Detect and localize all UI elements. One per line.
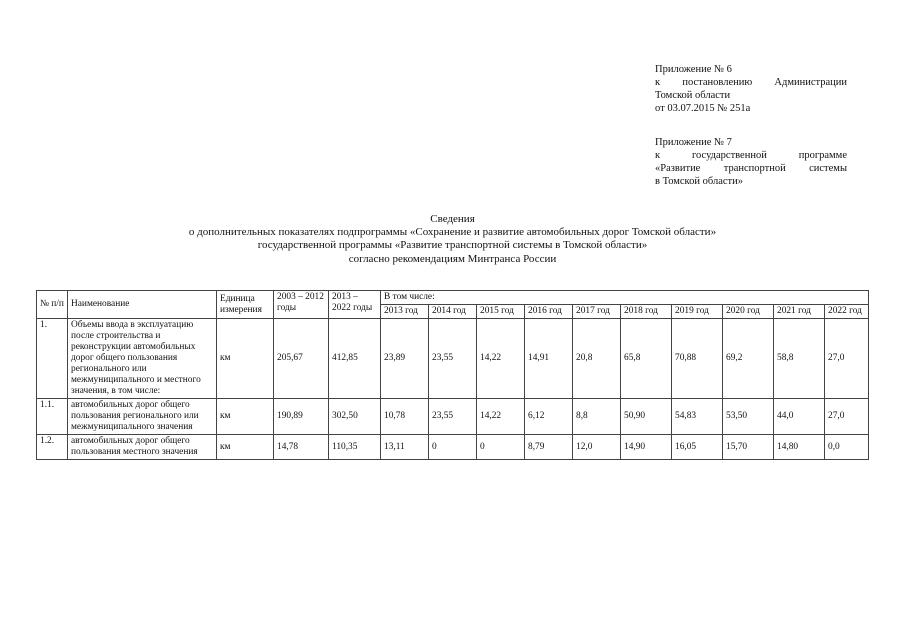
appendix-6-title: Приложение № 6: [655, 64, 732, 75]
row-year-value: 0: [477, 435, 525, 460]
row-num: 1.: [37, 319, 68, 399]
header-year: 2019 год: [672, 305, 723, 319]
appendix-6-line2: к постановлению Администрации: [655, 77, 847, 88]
appendix-6-block: [655, 63, 847, 115]
row-num: 1.2.: [37, 435, 68, 460]
indicators-table: [36, 290, 869, 460]
title-line-1: Сведения: [430, 213, 475, 225]
header-year: 2018 год: [621, 305, 672, 319]
header-year: 2015 год: [477, 305, 525, 319]
document-title: [100, 213, 805, 266]
row-year-value: 0,0: [825, 435, 869, 460]
table-header-row: [37, 291, 869, 305]
row-year-value: 13,11: [381, 435, 429, 460]
header-period-2: 2013 – 2022 годы: [329, 291, 381, 319]
row-period-2: 110,35: [329, 435, 381, 460]
header-including: В том числе:: [381, 291, 869, 305]
row-period-2: 302,50: [329, 399, 381, 435]
row-year-value: 15,70: [723, 435, 774, 460]
header-year: 2020 год: [723, 305, 774, 319]
row-year-value: 14,90: [621, 435, 672, 460]
row-year-value: 6,12: [525, 399, 573, 435]
row-period-1: 14,78: [274, 435, 329, 460]
row-name: Объемы ввода в эксплуатацию после строительства и реконструкции автомобильных дорог общего пользования регионального или межмуниципального и местного значения, в том числе:: [68, 319, 217, 399]
appendix-6-line3: Томской области: [655, 90, 731, 101]
row-year-value: 23,55: [429, 319, 477, 399]
header-year: 2022 год: [825, 305, 869, 319]
table-row: [37, 399, 869, 435]
header-unit: Единица измерения: [217, 291, 274, 319]
header-year: 2021 год: [774, 305, 825, 319]
row-unit: км: [217, 319, 274, 399]
appendix-7-line3: «Развитие транспортной системы: [655, 163, 847, 174]
row-year-value: 27,0: [825, 319, 869, 399]
title-line-4: согласно рекомендациям Минтранса России: [348, 252, 557, 265]
row-year-value: 54,83: [672, 399, 723, 435]
row-year-value: 14,22: [477, 399, 525, 435]
row-year-value: 44,0: [774, 399, 825, 435]
row-year-value: 53,50: [723, 399, 774, 435]
row-year-value: 8,79: [525, 435, 573, 460]
row-year-value: 50,90: [621, 399, 672, 435]
header-name: Наименование: [68, 291, 217, 319]
row-year-value: 14,80: [774, 435, 825, 460]
header-year: 2017 год: [573, 305, 621, 319]
row-year-value: 14,22: [477, 319, 525, 399]
row-year-value: 23,89: [381, 319, 429, 399]
appendix-7-line4: в Томской области»: [655, 176, 743, 187]
row-year-value: 69,2: [723, 319, 774, 399]
header-year: 2016 год: [525, 305, 573, 319]
table-row: [37, 435, 869, 460]
row-year-value: 10,78: [381, 399, 429, 435]
row-year-value: 58,8: [774, 319, 825, 399]
row-unit: км: [217, 435, 274, 460]
row-year-value: 12,0: [573, 435, 621, 460]
row-year-value: 23,55: [429, 399, 477, 435]
title-line-3: государственной программы «Развитие транспортной системы в Томской области»: [257, 239, 648, 252]
row-year-value: 14,91: [525, 319, 573, 399]
row-year-value: 27,0: [825, 399, 869, 435]
row-period-2: 412,85: [329, 319, 381, 399]
header-year: 2014 год: [429, 305, 477, 319]
row-unit: км: [217, 399, 274, 435]
row-name: автомобильных дорог общего пользования местного значения: [68, 435, 217, 460]
header-year: 2013 год: [381, 305, 429, 319]
row-period-1: 190,89: [274, 399, 329, 435]
title-line-2: о дополнительных показателях подпрограммы «Сохранение и развитие автомобильных дорог Томской области»: [188, 226, 717, 239]
table-row: [37, 319, 869, 399]
row-year-value: 8,8: [573, 399, 621, 435]
appendix-6-date: от 03.07.2015 № 251а: [655, 103, 751, 114]
row-year-value: 65,8: [621, 319, 672, 399]
row-period-1: 205,67: [274, 319, 329, 399]
header-num: № п/п: [37, 291, 68, 319]
row-year-value: 20,8: [573, 319, 621, 399]
row-name: автомобильных дорог общего пользования регионального или межмуниципального значения: [68, 399, 217, 435]
appendix-7-title: Приложение № 7: [655, 137, 732, 148]
appendix-7-line2: к государственной программе: [655, 150, 847, 161]
row-year-value: 0: [429, 435, 477, 460]
row-year-value: 70,88: [672, 319, 723, 399]
row-num: 1.1.: [37, 399, 68, 435]
row-year-value: 16,05: [672, 435, 723, 460]
appendix-7-block: [655, 136, 847, 188]
header-period-1: 2003 – 2012 годы: [274, 291, 329, 319]
